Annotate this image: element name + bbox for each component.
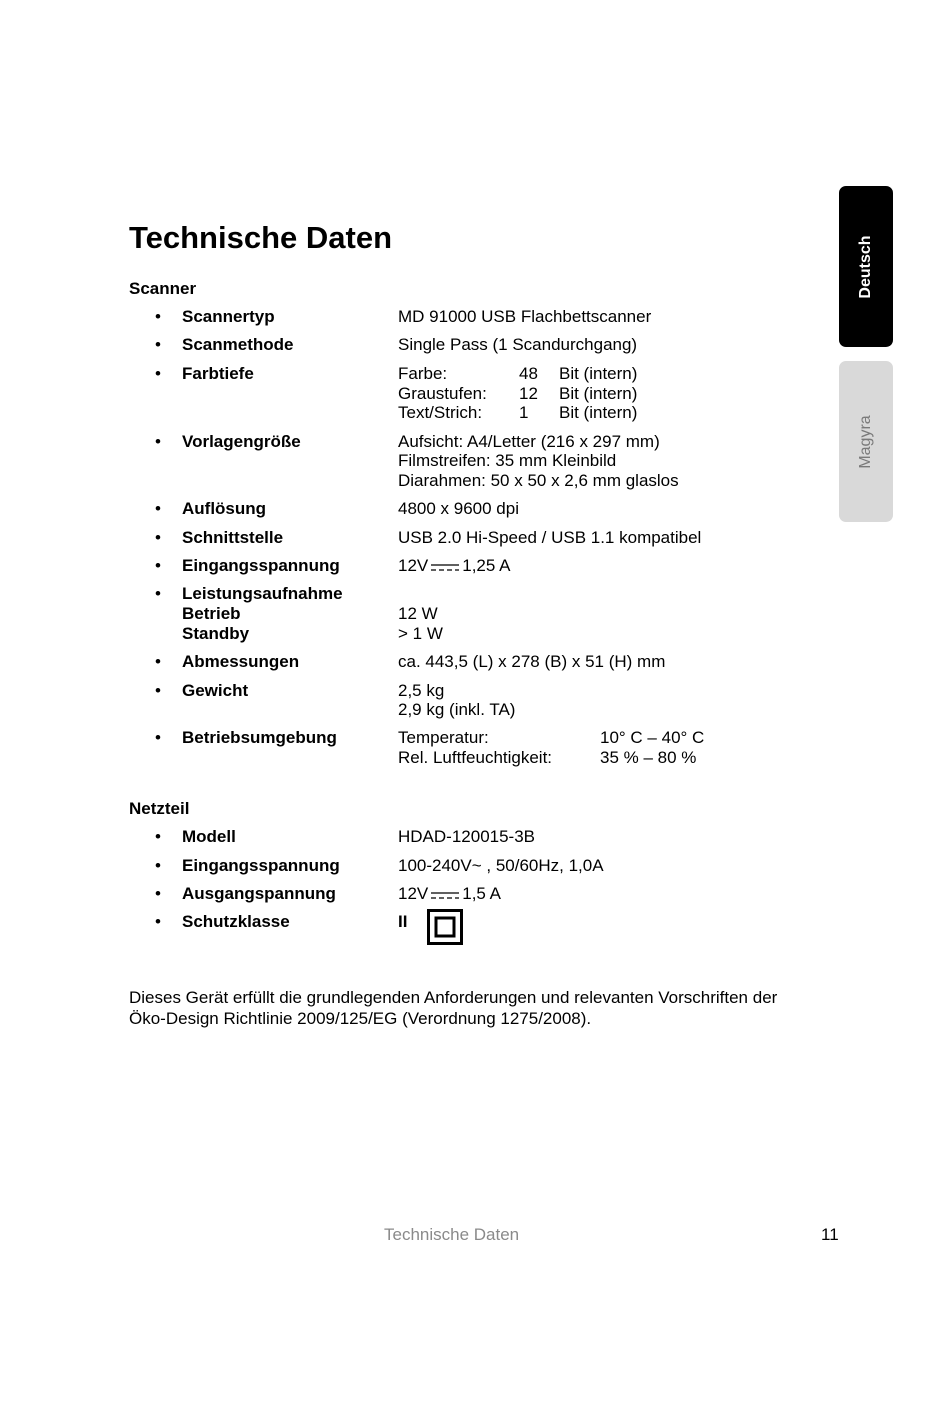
page-number: 11 — [821, 1225, 839, 1244]
spec-value: 100-240V~ , 50/60Hz, 1,0A — [398, 856, 604, 875]
spec-value: Diarahmen: 50 x 50 x 2,6 mm glaslos — [398, 471, 679, 490]
voltage-value: 12V — [398, 884, 429, 903]
spec-value: > 1 W — [398, 624, 443, 643]
tab-magyra-label: Magyra — [857, 414, 874, 469]
spec-value: 1 — [519, 403, 529, 422]
spec-label: Leistungsaufnahme — [182, 584, 343, 603]
bullet-icon: • — [155, 827, 161, 846]
spec-value: Temperatur: — [398, 728, 489, 747]
tab-deutsch[interactable] — [839, 186, 893, 347]
spec-label: Modell — [182, 827, 236, 846]
spec-label: Gewicht — [182, 681, 249, 700]
spec-label: Vorlagengröße — [182, 432, 301, 451]
voltage-value: 12V — [398, 556, 429, 575]
spec-value: Bit (intern) — [559, 384, 638, 403]
spec-value: 12 W — [398, 604, 438, 623]
spec-value: Bit (intern) — [559, 403, 638, 422]
spec-value: Single Pass (1 Scandurchgang) — [398, 335, 638, 354]
spec-value: II — [398, 912, 408, 931]
bullet-icon: • — [155, 556, 161, 575]
bullet-icon: • — [155, 681, 161, 700]
bullet-icon: • — [155, 335, 161, 354]
bullet-icon: • — [155, 912, 161, 931]
spec-label: Scanmethode — [182, 335, 294, 354]
spec-sublabel: Betrieb — [182, 604, 241, 623]
spec-value: 48 — [519, 364, 538, 383]
spec-value: 2,5 kg — [398, 681, 445, 700]
current-value: 1,25 A — [462, 556, 511, 575]
spec-label: Ausgangspannung — [182, 884, 336, 903]
notice-line-2: Öko-Design Richtlinie 2009/125/EG (Verordnung 1275/2008). — [129, 1009, 592, 1028]
section-heading-netzteil: Netzteil — [129, 799, 190, 818]
bullet-icon: • — [155, 528, 161, 547]
spec-value — [398, 884, 501, 904]
bullet-icon: • — [155, 856, 161, 875]
bullet-icon: • — [155, 364, 161, 383]
spec-value — [398, 556, 510, 576]
bullet-icon: • — [155, 884, 161, 903]
spec-label: Scannertyp — [182, 307, 275, 326]
spec-value: 10° C – 40° C — [600, 728, 705, 747]
spec-value: Text/Strich: — [398, 403, 483, 422]
dc-current-icon — [431, 561, 459, 573]
spec-value: Aufsicht: A4/Letter (216 x 297 mm) — [398, 432, 660, 451]
spec-value: Graustufen: — [398, 384, 487, 403]
spec-value: Rel. Luftfeuchtigkeit: — [398, 748, 553, 767]
bullet-icon: • — [155, 584, 161, 603]
spec-value: 12 — [519, 384, 538, 403]
section-heading-scanner: Scanner — [129, 279, 197, 298]
current-value: 1,5 A — [462, 884, 502, 903]
spec-value: ca. 443,5 (L) x 278 (B) x 51 (H) mm — [398, 652, 666, 671]
double-insulation-icon — [427, 909, 463, 945]
spec-label: Abmessungen — [182, 652, 300, 671]
spec-label: Eingangsspannung — [182, 856, 340, 875]
tab-deutsch-label: Deutsch — [857, 234, 874, 299]
spec-value: Filmstreifen: 35 mm Kleinbild — [398, 451, 617, 470]
notice-line-1: Dieses Gerät erfüllt die grundlegenden Anforderungen und relevanten Vorschriften der — [129, 988, 778, 1007]
spec-label: Schnittstelle — [182, 528, 284, 547]
spec-value: 2,9 kg (inkl. TA) — [398, 700, 516, 719]
page-title: Technische Daten — [129, 220, 393, 255]
spec-value: 4800 x 9600 dpi — [398, 499, 519, 518]
footer-title: Technische Daten — [384, 1225, 520, 1244]
spec-value: Bit (intern) — [559, 364, 638, 383]
spec-value: MD 91000 USB Flachbettscanner — [398, 307, 652, 326]
spec-label: Schutzklasse — [182, 912, 290, 931]
spec-label: Auflösung — [182, 499, 267, 518]
tab-magyra[interactable] — [839, 361, 893, 522]
bullet-icon: • — [155, 728, 161, 747]
spec-value: USB 2.0 Hi-Speed / USB 1.1 kompatibel — [398, 528, 702, 547]
spec-value: 35 % – 80 % — [600, 748, 697, 767]
spec-sublabel: Standby — [182, 624, 250, 643]
bullet-icon: • — [155, 652, 161, 671]
spec-value: Farbe: — [398, 364, 448, 383]
spec-value: HDAD-120015-3B — [398, 827, 536, 846]
spec-label: Farbtiefe — [182, 364, 254, 383]
spec-label: Eingangsspannung — [182, 556, 340, 575]
spec-label: Betriebsumgebung — [182, 728, 337, 747]
bullet-icon: • — [155, 307, 161, 326]
bullet-icon: • — [155, 432, 161, 451]
dc-current-icon — [431, 889, 459, 901]
bullet-icon: • — [155, 499, 161, 518]
